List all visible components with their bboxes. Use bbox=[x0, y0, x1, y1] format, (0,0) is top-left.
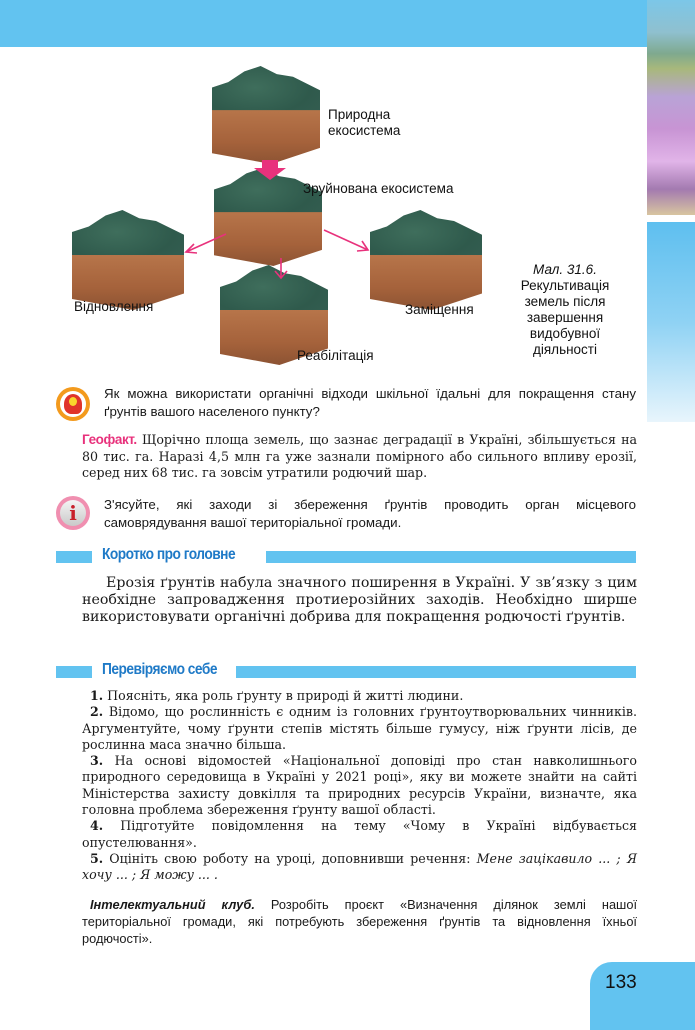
label-rehabilitation: Реабілітація bbox=[297, 348, 374, 363]
down-arrow-icon bbox=[254, 160, 286, 180]
geofact-text: Щорічно площа земель, що зазнає деградації в Україні, збільшується на 80 тис. га. Наразі 4,5 млн га уже зазнали помірного або сильного впливу ерозії, серед них 68 тис. га зовсім утратили родючий шар. bbox=[82, 432, 637, 480]
info-icon: i bbox=[56, 496, 90, 530]
intellectual-club bbox=[82, 896, 637, 947]
question-text: Як можна використати органічні відходи шкільної їдальні для покращення стану ґрунтів вашого населеного пункту? bbox=[104, 386, 636, 419]
section-header-summary bbox=[56, 546, 636, 565]
task-list bbox=[82, 688, 637, 884]
label-natural-ecosystem: Природна екосистема bbox=[328, 107, 401, 138]
task-item: 1. Поясніть, яка роль ґрунту в природі й житті людини. bbox=[90, 688, 464, 703]
info-text: З'ясуйте, які заходи зі збереження ґрунтів проводить орган місцевого самоврядування вашої територіальної громади. bbox=[104, 497, 636, 530]
section-title: Перевіряємо себе bbox=[102, 661, 217, 678]
summary-text: Ерозія ґрунтів набула значного поширення в Україні. У зв’язку з цим необхідне запровадження протиерозійних заходів. Необхідно ширше використовувати органічні добрива для покращення родючості ґрунтів. bbox=[82, 575, 637, 625]
club-text: Розробіть проєкт «Визначення ділянок землі нашої територіальної громади, які потребують збереження ґрунтів та відновлення їхньої родючості». bbox=[82, 897, 637, 946]
club-label: Інтелектуальний клуб. bbox=[90, 897, 255, 912]
section-header-check bbox=[56, 661, 636, 680]
section-title: Коротко про головне bbox=[102, 546, 236, 563]
task-item: 3. На основі відомостей «Національної доповіді про стан навколишнього природного середовища в Україні у 2021 році», яку ви можете знайти на сайті Міністерства захисту довкілля та природних ресурсів України, визначте, яка головна проблема збереження ґрунту вашої області. bbox=[82, 753, 637, 818]
label-replacement: Заміщення bbox=[405, 302, 474, 317]
task-item: 5. Оцініть свою роботу на уроці, доповнивши речення: Мене зацікавило ... ; Я хочу ... ; Я можу ... . bbox=[82, 850, 637, 883]
label-destroyed-ecosystem: Зруйнована екосистема bbox=[303, 181, 454, 196]
label-restoration: Відновлення bbox=[74, 299, 154, 314]
geofact-paragraph bbox=[82, 432, 637, 482]
figure-caption: Мал. 31.6. Рекультивація земель після завершення видобувної діяльності bbox=[520, 262, 610, 357]
task-item: 2. Відомо, що рослинність є одним із головних ґрунтоутворювальних чинників. Аргументуйте, чому ґрунти степів містять більше гумусу, ніж ґрунти лісів, де рослинна маса значно більша. bbox=[82, 704, 637, 752]
geofact-label: Геофакт. bbox=[82, 432, 137, 447]
task-item: 4. Підготуйте повідомлення на тему «Чому в Україні відбувається опустелювання». bbox=[82, 818, 637, 850]
brain-lightbulb-icon bbox=[56, 387, 90, 421]
page-number: 133 bbox=[605, 972, 637, 993]
